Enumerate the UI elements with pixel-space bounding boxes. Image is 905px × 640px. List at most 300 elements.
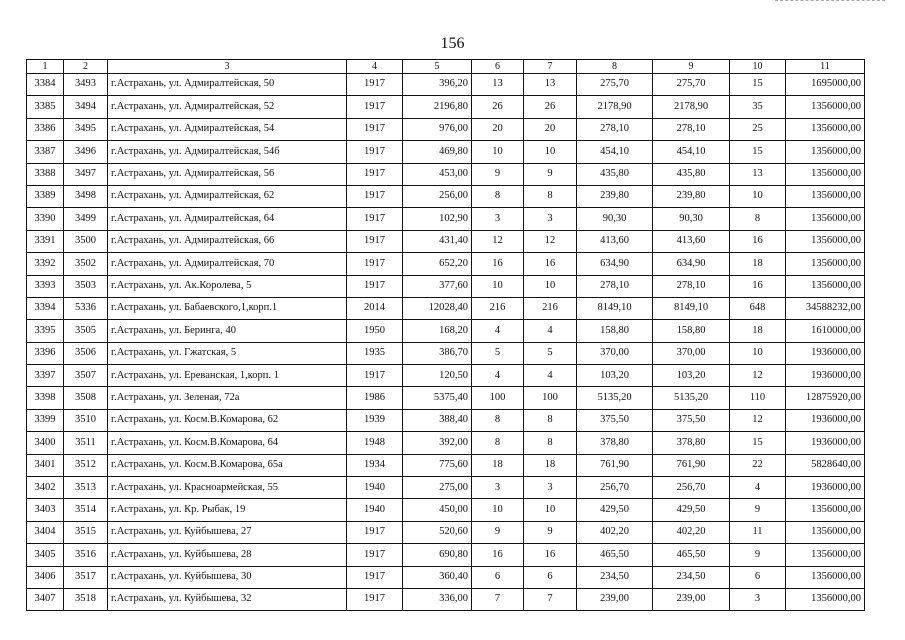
table-cell: 3510 (64, 409, 108, 431)
table-cell: 158,80 (653, 320, 730, 342)
table-cell: г.Астрахань, ул. Косм.В.Комарова, 65а (108, 454, 347, 476)
table-row (27, 141, 865, 163)
table-cell: 256,70 (577, 477, 653, 499)
table-cell: 375,50 (653, 409, 730, 431)
table-cell: 1936000,00 (786, 477, 865, 499)
column-header: 4 (347, 60, 403, 74)
table-row (27, 521, 865, 543)
table-row (27, 74, 865, 96)
table-cell: 103,20 (577, 365, 653, 387)
table-cell: 8 (472, 409, 524, 431)
table-cell: 25 (730, 118, 786, 140)
table-cell: 3497 (64, 163, 108, 185)
table-cell: 634,90 (577, 253, 653, 275)
table-cell: 10 (730, 185, 786, 207)
table-cell: 1356000,00 (786, 521, 865, 543)
table-cell: 12 (524, 230, 577, 252)
table-cell: 3 (524, 208, 577, 230)
table-cell: 15 (730, 432, 786, 454)
table-cell: 3388 (27, 163, 64, 185)
table-cell: 3495 (64, 118, 108, 140)
table-cell: г.Астрахань, ул. Адмиралтейская, 56 (108, 163, 347, 185)
table-cell: 90,30 (653, 208, 730, 230)
table-cell: 648 (730, 297, 786, 319)
table-cell: 26 (524, 96, 577, 118)
table-cell: 378,80 (577, 432, 653, 454)
table-cell: 469,80 (403, 141, 472, 163)
table-cell: 158,80 (577, 320, 653, 342)
table-cell: 256,70 (653, 477, 730, 499)
table-cell: 3512 (64, 454, 108, 476)
table-cell: 3493 (64, 74, 108, 96)
table-cell: 256,00 (403, 185, 472, 207)
table-cell: 2014 (347, 297, 403, 319)
table-cell: 1356000,00 (786, 185, 865, 207)
table-cell: 1356000,00 (786, 163, 865, 185)
table-cell: 4 (472, 365, 524, 387)
table-cell: 1356000,00 (786, 96, 865, 118)
table-cell: 275,70 (577, 74, 653, 96)
table-cell: 15 (730, 74, 786, 96)
table-cell: 8 (472, 432, 524, 454)
table-row (27, 118, 865, 140)
table-row (27, 544, 865, 566)
table-cell: 1356000,00 (786, 208, 865, 230)
table-cell: г.Астрахань, ул. Ереванская, 1,корп. 1 (108, 365, 347, 387)
table-cell: 1917 (347, 275, 403, 297)
table-cell: 360,40 (403, 566, 472, 588)
table-cell: 3500 (64, 230, 108, 252)
table-cell: 431,40 (403, 230, 472, 252)
table-row (27, 387, 865, 409)
table-cell: 1356000,00 (786, 499, 865, 521)
table-cell: 1356000,00 (786, 118, 865, 140)
table-cell: 976,00 (403, 118, 472, 140)
table-cell: 8 (524, 432, 577, 454)
column-number-header-row (27, 60, 865, 74)
table-cell: 18 (730, 253, 786, 275)
table-cell: 10 (472, 499, 524, 521)
table-cell: 10 (472, 141, 524, 163)
table-cell: 3 (472, 477, 524, 499)
table-cell: 520,60 (403, 521, 472, 543)
table-cell: 1356000,00 (786, 588, 865, 610)
table-cell: 278,10 (653, 275, 730, 297)
table-row (27, 320, 865, 342)
table-cell: 3508 (64, 387, 108, 409)
column-header: 8 (577, 60, 653, 74)
table-cell: 3503 (64, 275, 108, 297)
table-cell: 8149,10 (653, 297, 730, 319)
table-cell: 216 (472, 297, 524, 319)
table-cell: 100 (472, 387, 524, 409)
table-cell: 18 (472, 454, 524, 476)
table-body (27, 74, 865, 611)
page-number: 156 (440, 35, 465, 52)
scan-edge-mark (775, 0, 885, 4)
table-cell: 100 (524, 387, 577, 409)
table-cell: 6 (524, 566, 577, 588)
table-cell: 1950 (347, 320, 403, 342)
table-cell: 275,00 (403, 477, 472, 499)
table-cell: 12 (730, 409, 786, 431)
table-cell: 1917 (347, 96, 403, 118)
table-cell: 1940 (347, 499, 403, 521)
table-cell: 3399 (27, 409, 64, 431)
table-row (27, 342, 865, 364)
table-cell: 3386 (27, 118, 64, 140)
table-cell: 239,00 (577, 588, 653, 610)
table-cell: 3392 (27, 253, 64, 275)
table-cell: г.Астрахань, ул. Зеленая, 72а (108, 387, 347, 409)
table-cell: 3516 (64, 544, 108, 566)
column-header: 11 (786, 60, 865, 74)
table-cell: 465,50 (577, 544, 653, 566)
table-cell: 234,50 (653, 566, 730, 588)
table-cell: 3398 (27, 387, 64, 409)
table-cell: 761,90 (577, 454, 653, 476)
table-cell: г.Астрахань, ул. Беринга, 40 (108, 320, 347, 342)
table-cell: 3387 (27, 141, 64, 163)
table-row (27, 365, 865, 387)
table-cell: 378,80 (653, 432, 730, 454)
table-cell: 1610000,00 (786, 320, 865, 342)
table-cell: 375,50 (577, 409, 653, 431)
table-cell: 12028,40 (403, 297, 472, 319)
table-cell: 1939 (347, 409, 403, 431)
table-cell: 454,10 (653, 141, 730, 163)
table-cell: 12 (472, 230, 524, 252)
table-cell: 10 (524, 141, 577, 163)
table-cell: 3404 (27, 521, 64, 543)
table-cell: 5135,20 (653, 387, 730, 409)
table-cell: 386,70 (403, 342, 472, 364)
table-row (27, 432, 865, 454)
table-cell: 102,90 (403, 208, 472, 230)
table-cell: 1934 (347, 454, 403, 476)
table-cell: г.Астрахань, ул. Адмиралтейская, 50 (108, 74, 347, 96)
table-cell: 4 (524, 320, 577, 342)
table-cell: 1356000,00 (786, 544, 865, 566)
table-cell: 1936000,00 (786, 342, 865, 364)
table-cell: 278,10 (653, 118, 730, 140)
table-cell: 3513 (64, 477, 108, 499)
table-cell: 396,20 (403, 74, 472, 96)
table-cell: 10 (472, 275, 524, 297)
table-cell: 1936000,00 (786, 409, 865, 431)
housing-register-table (26, 59, 865, 611)
table-cell: 22 (730, 454, 786, 476)
table-cell: 1917 (347, 365, 403, 387)
table-cell: 20 (472, 118, 524, 140)
table-cell: 1940 (347, 477, 403, 499)
table-cell: 336,00 (403, 588, 472, 610)
table-cell: г.Астрахань, ул. Адмиралтейская, 66 (108, 230, 347, 252)
table-cell: 3391 (27, 230, 64, 252)
table-cell: 402,20 (653, 521, 730, 543)
table-cell: 7 (472, 588, 524, 610)
table-cell: 690,80 (403, 544, 472, 566)
column-header: 3 (108, 60, 347, 74)
table-row (27, 96, 865, 118)
table-cell: 239,80 (577, 185, 653, 207)
table-cell: 3 (472, 208, 524, 230)
table-cell: 15 (730, 141, 786, 163)
table-cell: 3385 (27, 96, 64, 118)
table-cell: 1356000,00 (786, 275, 865, 297)
table-cell: 13 (472, 74, 524, 96)
table-cell: 1948 (347, 432, 403, 454)
table-cell: 120,50 (403, 365, 472, 387)
table-cell: 26 (472, 96, 524, 118)
table-row (27, 454, 865, 476)
table-cell: 3 (524, 477, 577, 499)
table-cell: г.Астрахань, ул. Гжатская, 5 (108, 342, 347, 364)
table-cell: 413,60 (577, 230, 653, 252)
table-row (27, 163, 865, 185)
table-cell: 1917 (347, 253, 403, 275)
table-cell: 5828640,00 (786, 454, 865, 476)
table-row (27, 253, 865, 275)
table-cell: г.Астрахань, ул. Ак.Королева, 5 (108, 275, 347, 297)
table-cell: 1936000,00 (786, 432, 865, 454)
table-cell: 1917 (347, 185, 403, 207)
table-cell: 5 (472, 342, 524, 364)
table-cell: 652,20 (403, 253, 472, 275)
table-row (27, 208, 865, 230)
table-cell: 6 (472, 566, 524, 588)
table-cell: 275,70 (653, 74, 730, 96)
table-cell: 10 (524, 499, 577, 521)
column-header: 1 (27, 60, 64, 74)
column-header: 6 (472, 60, 524, 74)
table-cell: 16 (730, 275, 786, 297)
table-cell: г.Астрахань, ул. Адмиралтейская, 52 (108, 96, 347, 118)
table-cell: 388,40 (403, 409, 472, 431)
table-cell: 1917 (347, 141, 403, 163)
table-cell: 3494 (64, 96, 108, 118)
table-cell: 18 (730, 320, 786, 342)
table-cell: 1356000,00 (786, 253, 865, 275)
table-cell: 3406 (27, 566, 64, 588)
table-cell: 12 (730, 365, 786, 387)
table-cell: 429,50 (577, 499, 653, 521)
table-cell: 35 (730, 96, 786, 118)
table-cell: 168,20 (403, 320, 472, 342)
table-cell: 5 (524, 342, 577, 364)
table-cell: 16 (730, 230, 786, 252)
table-cell: 12875920,00 (786, 387, 865, 409)
table-cell: 3515 (64, 521, 108, 543)
table-cell: г.Астрахань, ул. Куйбышева, 30 (108, 566, 347, 588)
table-row (27, 275, 865, 297)
table-cell: 1356000,00 (786, 566, 865, 588)
table-cell: 9 (472, 521, 524, 543)
table-cell: г.Астрахань, ул. Красноармейская, 55 (108, 477, 347, 499)
table-cell: 1917 (347, 230, 403, 252)
table-cell: 429,50 (653, 499, 730, 521)
table-cell: 775,60 (403, 454, 472, 476)
table-cell: 1917 (347, 163, 403, 185)
table-cell: 3402 (27, 477, 64, 499)
table-cell: 8 (730, 208, 786, 230)
table-cell: 11 (730, 521, 786, 543)
table-cell: 1356000,00 (786, 141, 865, 163)
table-cell: г.Астрахань, ул. Адмиралтейская, 54 (108, 118, 347, 140)
table-row (27, 185, 865, 207)
table-cell: 3400 (27, 432, 64, 454)
table-cell: 3397 (27, 365, 64, 387)
table-cell: 453,00 (403, 163, 472, 185)
column-header: 5 (403, 60, 472, 74)
table-cell: 10 (730, 342, 786, 364)
table-cell: 392,00 (403, 432, 472, 454)
table-cell: 1917 (347, 208, 403, 230)
table-cell: 8 (524, 185, 577, 207)
table-cell: 3384 (27, 74, 64, 96)
table-cell: 3506 (64, 342, 108, 364)
table-cell: 13 (730, 163, 786, 185)
table-cell: 9 (524, 163, 577, 185)
table-cell: г.Астрахань, ул. Куйбышева, 28 (108, 544, 347, 566)
table-cell: 9 (730, 544, 786, 566)
table-cell: 278,10 (577, 275, 653, 297)
table-cell: 18 (524, 454, 577, 476)
table-cell: 3505 (64, 320, 108, 342)
table-cell: 370,00 (577, 342, 653, 364)
table-cell: 761,90 (653, 454, 730, 476)
table-cell: 1917 (347, 74, 403, 96)
table-cell: 3517 (64, 566, 108, 588)
table-cell: 16 (524, 544, 577, 566)
table-cell: 5375,40 (403, 387, 472, 409)
table-cell: 234,50 (577, 566, 653, 588)
table-cell: 7 (524, 588, 577, 610)
table-cell: 8 (524, 409, 577, 431)
table-cell: 9 (524, 521, 577, 543)
table-cell: 450,00 (403, 499, 472, 521)
table-cell: 3507 (64, 365, 108, 387)
table-cell: 216 (524, 297, 577, 319)
table-cell: 9 (730, 499, 786, 521)
table-cell: 1986 (347, 387, 403, 409)
column-header: 2 (64, 60, 108, 74)
table-cell: 3390 (27, 208, 64, 230)
table-cell: г.Астрахань, ул. Кр. Рыбак, 19 (108, 499, 347, 521)
table-cell: 1917 (347, 544, 403, 566)
table-cell: 3511 (64, 432, 108, 454)
table-cell: 3499 (64, 208, 108, 230)
table-row (27, 230, 865, 252)
table-cell: г.Астрахань, ул. Адмиралтейская, 64 (108, 208, 347, 230)
table-cell: 278,10 (577, 118, 653, 140)
table-cell: г.Астрахань, ул. Косм.В.Комарова, 62 (108, 409, 347, 431)
table-cell: 4 (524, 365, 577, 387)
table-cell: 465,50 (653, 544, 730, 566)
table-cell: 3389 (27, 185, 64, 207)
table-cell: 3502 (64, 253, 108, 275)
table-cell: 1936000,00 (786, 365, 865, 387)
table-cell: 413,60 (653, 230, 730, 252)
table-cell: 3396 (27, 342, 64, 364)
table-cell: г.Астрахань, ул. Куйбышева, 27 (108, 521, 347, 543)
table-cell: 370,00 (653, 342, 730, 364)
table-row (27, 588, 865, 610)
column-header: 7 (524, 60, 577, 74)
column-header: 10 (730, 60, 786, 74)
table-cell: 103,20 (653, 365, 730, 387)
table-cell: 239,00 (653, 588, 730, 610)
table-row (27, 499, 865, 521)
table-cell: 6 (730, 566, 786, 588)
table-cell: г.Астрахань, ул. Куйбышева, 32 (108, 588, 347, 610)
table-cell: 1695000,00 (786, 74, 865, 96)
table-cell: 634,90 (653, 253, 730, 275)
table-cell: 10 (524, 275, 577, 297)
table-cell: 2196,80 (403, 96, 472, 118)
table-cell: г.Астрахань, ул. Адмиралтейская, 54б (108, 141, 347, 163)
table-cell: 2178,90 (577, 96, 653, 118)
table-cell: 435,80 (653, 163, 730, 185)
column-header: 9 (653, 60, 730, 74)
table-cell: 90,30 (577, 208, 653, 230)
table-cell: 3395 (27, 320, 64, 342)
table-cell: г.Астрахань, ул. Адмиралтейская, 70 (108, 253, 347, 275)
table-cell: 8 (472, 185, 524, 207)
table-cell: 110 (730, 387, 786, 409)
table-cell: 3393 (27, 275, 64, 297)
table-cell: 4 (472, 320, 524, 342)
table-cell: 435,80 (577, 163, 653, 185)
table-cell: 16 (524, 253, 577, 275)
table-cell: 3498 (64, 185, 108, 207)
table-cell: 34588232,00 (786, 297, 865, 319)
table-cell: 3 (730, 588, 786, 610)
table-cell: 8149,10 (577, 297, 653, 319)
table-cell: 13 (524, 74, 577, 96)
table-cell: 16 (472, 253, 524, 275)
table-cell: 3394 (27, 297, 64, 319)
table-cell: 1917 (347, 118, 403, 140)
table-cell: г.Астрахань, ул. Бабаевского,1,корп.1 (108, 297, 347, 319)
table-cell: 16 (472, 544, 524, 566)
table-row (27, 477, 865, 499)
table-cell: 5135,20 (577, 387, 653, 409)
table-cell: 9 (472, 163, 524, 185)
table-cell: 3407 (27, 588, 64, 610)
table-cell: 3401 (27, 454, 64, 476)
table-cell: 3403 (27, 499, 64, 521)
table-cell: 1917 (347, 566, 403, 588)
table-cell: г.Астрахань, ул. Адмиралтейская, 62 (108, 185, 347, 207)
table-cell: 1935 (347, 342, 403, 364)
table-cell: 3496 (64, 141, 108, 163)
table-cell: 454,10 (577, 141, 653, 163)
table-cell: 239,80 (653, 185, 730, 207)
table-cell: 402,20 (577, 521, 653, 543)
table-cell: 3518 (64, 588, 108, 610)
table-cell: 2178,90 (653, 96, 730, 118)
table-cell: 3514 (64, 499, 108, 521)
table-cell: 377,60 (403, 275, 472, 297)
table-cell: 3405 (27, 544, 64, 566)
table-cell: 1917 (347, 588, 403, 610)
table-row (27, 409, 865, 431)
table-row (27, 297, 865, 319)
table-row (27, 566, 865, 588)
table-cell: 20 (524, 118, 577, 140)
table-cell: 5336 (64, 297, 108, 319)
